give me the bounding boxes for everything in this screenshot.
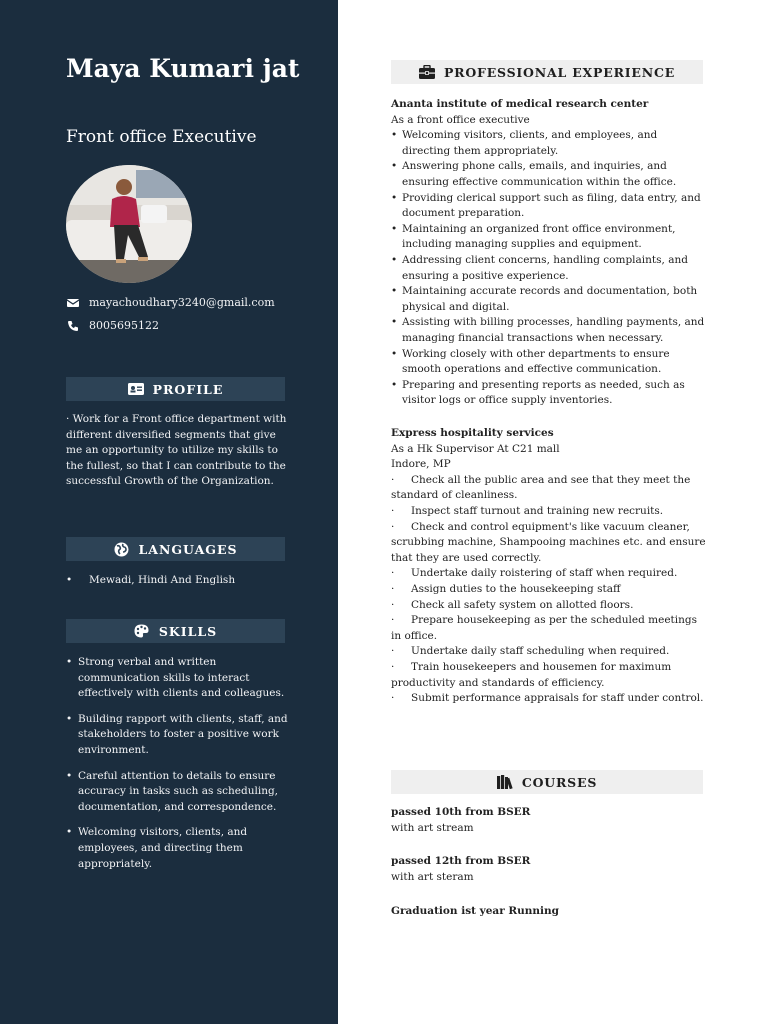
list-item: [391, 582, 706, 598]
profile-heading-label: PROFILE: [152, 381, 224, 397]
list-item: [391, 613, 706, 644]
bullet-text: Undertake daily roistering of staff when required.: [411, 567, 678, 580]
dot-marker: ·: [391, 692, 395, 705]
list-item: • Welcoming visitors, clients, and employees, and directing them appropriately.: [391, 128, 706, 159]
list-item: • Strong verbal and written communication skills to interact effectively with clients and colleagues.: [66, 655, 288, 702]
course-detail: with art stream: [391, 821, 474, 834]
bullet-text: Inspect staff turnout and training new recruits.: [411, 504, 664, 517]
course-entry: [391, 904, 706, 920]
dot-marker: ·: [391, 614, 395, 627]
job-role: As a Hk Supervisor At C21 mall: [391, 442, 560, 455]
list-item: [391, 691, 706, 707]
profile-photo: [66, 165, 192, 283]
bullet-text: Check all the public area and see that they meet the standard of cleanliness.: [391, 473, 691, 502]
languages-heading-label: LANGUAGES: [138, 541, 238, 557]
languages-bullet: •: [66, 574, 73, 586]
course-entry: [391, 854, 706, 885]
job-location: Indore, MP: [391, 458, 451, 471]
list-item: [391, 566, 706, 582]
list-item: • Providing clerical support such as filing, data entry, and document preparation.: [391, 191, 706, 222]
bullet-text: Train housekeepers and housemen for maximum productivity and standards of efficiency.: [391, 660, 672, 689]
dot-marker: ·: [391, 660, 395, 673]
main-content: [338, 0, 768, 1024]
dot-marker: ·: [391, 567, 395, 580]
phone-row: [66, 317, 326, 335]
dot-marker: ·: [391, 582, 395, 595]
list-item: [391, 598, 706, 614]
phone-icon: [66, 319, 80, 333]
dot-marker: ·: [391, 473, 395, 486]
languages-heading: [66, 537, 285, 561]
bullet-text: Check and control equipment's like vacuum cleaner, scrubbing machine, Shampooing machines etc. and ensure that they are used correctly.: [391, 520, 706, 564]
courses-heading: [391, 770, 703, 794]
company-name: Ananta institute of medical research center: [391, 98, 649, 110]
avatar: [66, 165, 192, 283]
languages-list: [66, 573, 288, 588]
experience-heading-label: PROFESSIONAL EXPERIENCE: [443, 64, 676, 80]
list-item: • Answering phone calls, emails, and inquiries, and ensuring effective communication within the office.: [391, 159, 706, 190]
list-item: [391, 644, 706, 660]
skills-list: [66, 655, 288, 882]
list-item: [391, 660, 706, 691]
id-card-icon: [128, 381, 144, 397]
list-item: • Addressing client concerns, handling complaints, and ensuring a positive experience.: [391, 253, 706, 284]
job-bullets: [391, 128, 706, 409]
list-item: • Building rapport with clients, staff, and stakeholders to foster a positive work environment.: [66, 712, 288, 759]
job-title: Front office Executive: [66, 127, 257, 147]
list-item: • Assisting with billing processes, handling payments, and managing financial transactions when necessary.: [391, 315, 706, 346]
dot-marker: ·: [391, 598, 395, 611]
list-item: [391, 504, 706, 520]
books-icon: [497, 774, 514, 790]
list-item: • Preparing and presenting reports as needed, such as visitor logs or office supply inventories.: [391, 378, 706, 409]
course-entry: [391, 805, 706, 836]
experience-heading: [391, 60, 703, 84]
briefcase-icon: [419, 64, 436, 80]
course-detail: with art steram: [391, 870, 474, 883]
dot-marker: ·: [391, 520, 395, 533]
course-title: passed 10th from BSER: [391, 806, 531, 818]
bullet-text: Undertake daily staff scheduling when required.: [411, 645, 670, 658]
dot-marker: ·: [391, 504, 395, 517]
skills-heading-label: SKILLS: [158, 623, 218, 639]
job-bullets: [391, 473, 706, 707]
profile-text: · Work for a Front office department with different diversified segments that give me an opportunity to utilize my skills to the fullest, so that I can contribute to the successful Growth of the Organization.: [66, 413, 287, 488]
skills-heading: [66, 619, 285, 643]
email-text[interactable]: mayachoudhary3240@gmail.com: [89, 296, 275, 309]
job-entry-1: [391, 97, 706, 409]
bullet-text: Assign duties to the housekeeping staff: [411, 582, 621, 595]
list-item: • Working closely with other departments to ensure smooth operations and effective communication.: [391, 347, 706, 378]
course-title: passed 12th from BSER: [391, 855, 531, 867]
list-item: • Maintaining accurate records and documentation, both physical and digital.: [391, 284, 706, 315]
list-item: [391, 473, 706, 504]
email-row: [66, 294, 326, 312]
palette-icon: [134, 623, 150, 639]
envelope-icon: [66, 296, 80, 310]
bullet-text: Prepare housekeeping as per the scheduled meetings in office.: [391, 614, 697, 642]
profile-heading: [66, 377, 285, 401]
phone-text[interactable]: 8005695122: [89, 319, 159, 332]
languages-text: Mewadi, Hindi And English: [89, 574, 236, 586]
job-entry-2: [391, 426, 706, 707]
sidebar: [0, 0, 338, 1024]
dot-marker: ·: [391, 645, 395, 658]
list-item: • Maintaining an organized front office environment, including managing supplies and equipment.: [391, 222, 706, 253]
list-item: [391, 520, 706, 567]
bullet-text: Check all safety system on allotted floors.: [411, 598, 634, 611]
bullet-text: Submit performance appraisals for staff under control.: [411, 692, 704, 705]
person-name: Maya Kumari jat: [66, 54, 300, 83]
course-title: Graduation ist year Running: [391, 905, 559, 917]
courses-heading-label: COURSES: [521, 774, 598, 790]
globe-icon: [113, 541, 129, 557]
list-item: • Careful attention to details to ensure accuracy in tasks such as scheduling, documentation, and correspondence.: [66, 769, 288, 816]
job-role: As a front office executive: [391, 113, 530, 126]
company-name: Express hospitality services: [391, 427, 554, 439]
list-item: • Welcoming visitors, clients, and employees, and directing them appropriately.: [66, 825, 288, 872]
